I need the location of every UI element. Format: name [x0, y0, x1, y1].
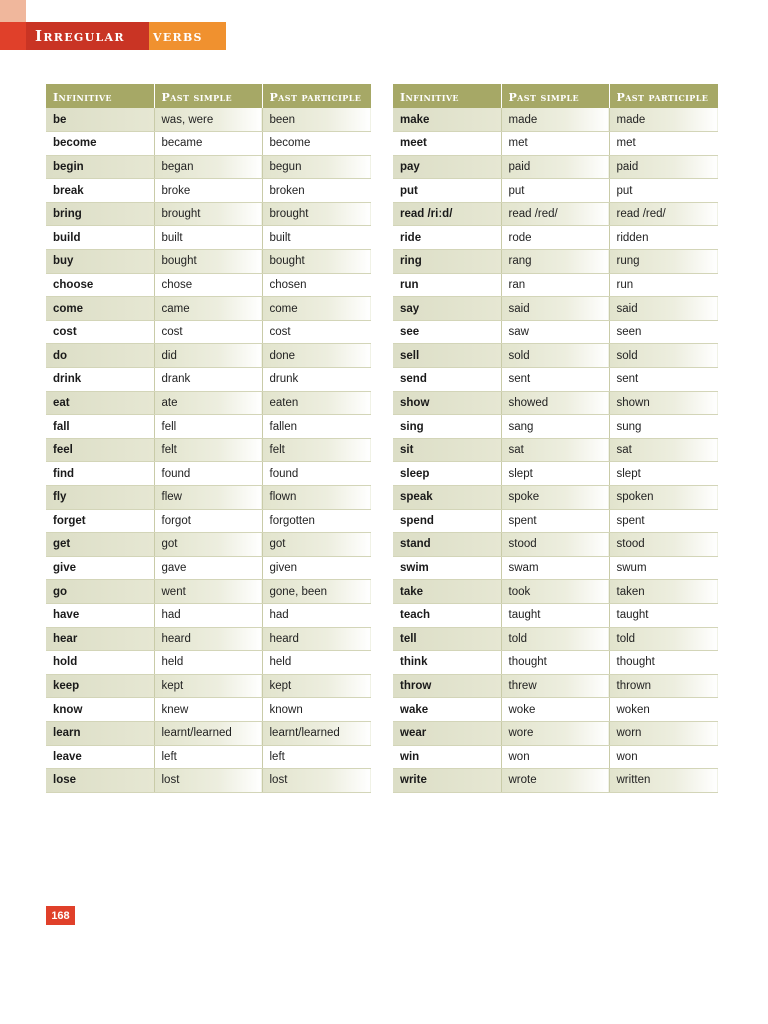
title-word-1: Irregular: [35, 27, 125, 45]
table-row: [393, 603, 718, 627]
cell-past-participle: put: [609, 179, 718, 203]
cell-past-simple: got: [154, 533, 262, 557]
table-row: [46, 721, 371, 745]
table-row: [46, 580, 371, 604]
cell-past-participle: forgotten: [262, 509, 371, 533]
cell-infinitive: feel: [46, 438, 154, 462]
cell-infinitive: teach: [393, 603, 501, 627]
cell-infinitive: put: [393, 179, 501, 203]
table-row: [393, 297, 718, 321]
table-row: [46, 509, 371, 533]
cell-past-participle: fallen: [262, 415, 371, 439]
cell-past-simple: drank: [154, 368, 262, 392]
cell-past-participle: said: [609, 297, 718, 321]
cell-past-simple: met: [501, 132, 609, 156]
table-row: [393, 155, 718, 179]
table-row: [46, 155, 371, 179]
cell-past-simple: had: [154, 603, 262, 627]
table-row: [46, 132, 371, 156]
cell-past-participle: been: [262, 108, 371, 132]
column-header-past-simple: Past simple: [154, 84, 262, 108]
cell-past-participle: flown: [262, 486, 371, 510]
cell-infinitive: have: [46, 603, 154, 627]
table-row: [393, 273, 718, 297]
cell-past-simple: slept: [501, 462, 609, 486]
table-row: [46, 368, 371, 392]
cell-past-simple: found: [154, 462, 262, 486]
cell-past-simple: sat: [501, 438, 609, 462]
cell-past-simple: ran: [501, 273, 609, 297]
cell-infinitive: tell: [393, 627, 501, 651]
cell-past-simple: rang: [501, 250, 609, 274]
cell-infinitive: make: [393, 108, 501, 132]
cell-infinitive: hear: [46, 627, 154, 651]
cell-past-simple: rode: [501, 226, 609, 250]
cell-past-simple: gave: [154, 556, 262, 580]
table-row: [393, 769, 718, 793]
table-row: [393, 556, 718, 580]
cell-past-simple: threw: [501, 674, 609, 698]
table-row: [46, 438, 371, 462]
cell-past-participle: sat: [609, 438, 718, 462]
cell-past-simple: showed: [501, 391, 609, 415]
cell-past-participle: drunk: [262, 368, 371, 392]
cell-infinitive: learn: [46, 721, 154, 745]
cell-infinitive: ride: [393, 226, 501, 250]
cell-past-simple: said: [501, 297, 609, 321]
cell-past-simple: brought: [154, 202, 262, 226]
cell-past-simple: taught: [501, 603, 609, 627]
cell-infinitive: think: [393, 651, 501, 675]
cell-past-participle: stood: [609, 533, 718, 557]
table-row: [393, 108, 718, 132]
table-row: [46, 745, 371, 769]
cell-infinitive: eat: [46, 391, 154, 415]
table-row: [393, 509, 718, 533]
cell-past-simple: ate: [154, 391, 262, 415]
page-title-banner: [26, 22, 226, 50]
table-row: [393, 202, 718, 226]
verbs-table-right: [393, 84, 718, 793]
table-row: [46, 698, 371, 722]
cell-past-simple: lost: [154, 769, 262, 793]
cell-past-participle: begun: [262, 155, 371, 179]
table-row: [46, 651, 371, 675]
cell-past-participle: broken: [262, 179, 371, 203]
cell-infinitive: sell: [393, 344, 501, 368]
table-row: [46, 320, 371, 344]
header-accent-light: [0, 0, 26, 22]
cell-past-simple: swam: [501, 556, 609, 580]
table-row: [46, 108, 371, 132]
title-part-red: [26, 22, 149, 50]
table-row: [46, 179, 371, 203]
cell-infinitive: run: [393, 273, 501, 297]
cell-infinitive: build: [46, 226, 154, 250]
cell-infinitive: throw: [393, 674, 501, 698]
cell-infinitive: forget: [46, 509, 154, 533]
cell-past-participle: ridden: [609, 226, 718, 250]
cell-infinitive: win: [393, 745, 501, 769]
cell-past-participle: spoken: [609, 486, 718, 510]
cell-past-participle: thought: [609, 651, 718, 675]
cell-past-simple: did: [154, 344, 262, 368]
cell-past-participle: told: [609, 627, 718, 651]
cell-infinitive: come: [46, 297, 154, 321]
cell-infinitive: wear: [393, 721, 501, 745]
table-row: [46, 415, 371, 439]
cell-past-participle: taken: [609, 580, 718, 604]
cell-infinitive: ring: [393, 250, 501, 274]
cell-past-simple: woke: [501, 698, 609, 722]
cell-infinitive: choose: [46, 273, 154, 297]
table-row: [393, 226, 718, 250]
cell-past-participle: lost: [262, 769, 371, 793]
cell-past-participle: woken: [609, 698, 718, 722]
table-row: [393, 179, 718, 203]
column-header-infinitive: Infinitive: [46, 84, 154, 108]
verbs-table-left: [46, 84, 371, 793]
cell-past-participle: sold: [609, 344, 718, 368]
cell-past-simple: was, were: [154, 108, 262, 132]
cell-infinitive: go: [46, 580, 154, 604]
cell-past-participle: gone, been: [262, 580, 371, 604]
table-row: [393, 415, 718, 439]
table-row: [393, 580, 718, 604]
table-row: [393, 250, 718, 274]
cell-infinitive: show: [393, 391, 501, 415]
cell-past-simple: put: [501, 179, 609, 203]
page-number: 168: [46, 906, 75, 925]
cell-past-participle: eaten: [262, 391, 371, 415]
cell-past-simple: won: [501, 745, 609, 769]
cell-infinitive: fly: [46, 486, 154, 510]
cell-past-participle: made: [609, 108, 718, 132]
cell-past-participle: learnt/learned: [262, 721, 371, 745]
column-header-past-simple: Past simple: [501, 84, 609, 108]
cell-past-participle: read /red/: [609, 202, 718, 226]
table-row: [46, 486, 371, 510]
cell-past-simple: bought: [154, 250, 262, 274]
cell-infinitive: be: [46, 108, 154, 132]
cell-past-simple: stood: [501, 533, 609, 557]
cell-past-participle: run: [609, 273, 718, 297]
cell-past-simple: fell: [154, 415, 262, 439]
table-row: [46, 603, 371, 627]
cell-past-participle: cost: [262, 320, 371, 344]
cell-infinitive: buy: [46, 250, 154, 274]
cell-past-simple: wrote: [501, 769, 609, 793]
cell-infinitive: know: [46, 698, 154, 722]
cell-past-participle: slept: [609, 462, 718, 486]
header-accent-red: [0, 22, 26, 50]
cell-past-simple: built: [154, 226, 262, 250]
cell-past-participle: written: [609, 769, 718, 793]
cell-infinitive: stand: [393, 533, 501, 557]
table-row: [393, 674, 718, 698]
cell-past-simple: read /red/: [501, 202, 609, 226]
cell-infinitive: begin: [46, 155, 154, 179]
cell-infinitive: become: [46, 132, 154, 156]
cell-past-simple: came: [154, 297, 262, 321]
table-row: [393, 698, 718, 722]
cell-infinitive: give: [46, 556, 154, 580]
cell-past-simple: thought: [501, 651, 609, 675]
table-row: [46, 769, 371, 793]
cell-past-participle: heard: [262, 627, 371, 651]
table-row: [393, 745, 718, 769]
cell-past-simple: saw: [501, 320, 609, 344]
cell-past-participle: paid: [609, 155, 718, 179]
cell-past-simple: told: [501, 627, 609, 651]
cell-infinitive: swim: [393, 556, 501, 580]
cell-infinitive: keep: [46, 674, 154, 698]
cell-past-simple: paid: [501, 155, 609, 179]
cell-past-participle: done: [262, 344, 371, 368]
cell-past-simple: broke: [154, 179, 262, 203]
cell-past-simple: sent: [501, 368, 609, 392]
title-word-2: verbs: [153, 27, 203, 45]
cell-past-participle: taught: [609, 603, 718, 627]
cell-past-participle: kept: [262, 674, 371, 698]
cell-past-participle: felt: [262, 438, 371, 462]
table-row: [393, 627, 718, 651]
cell-past-simple: sang: [501, 415, 609, 439]
cell-infinitive: break: [46, 179, 154, 203]
table-row: [46, 533, 371, 557]
cell-past-participle: had: [262, 603, 371, 627]
cell-infinitive: say: [393, 297, 501, 321]
table-row: [46, 297, 371, 321]
cell-past-simple: flew: [154, 486, 262, 510]
table-row: [393, 368, 718, 392]
table-row: [46, 273, 371, 297]
table-row: [393, 320, 718, 344]
cell-past-participle: left: [262, 745, 371, 769]
table-row: [393, 486, 718, 510]
cell-infinitive: see: [393, 320, 501, 344]
cell-past-simple: sold: [501, 344, 609, 368]
cell-past-simple: took: [501, 580, 609, 604]
table-row: [46, 226, 371, 250]
cell-past-simple: felt: [154, 438, 262, 462]
table-row: [393, 721, 718, 745]
cell-infinitive: meet: [393, 132, 501, 156]
table-header-row: [46, 84, 371, 108]
cell-infinitive: bring: [46, 202, 154, 226]
cell-past-participle: found: [262, 462, 371, 486]
table-row: [393, 391, 718, 415]
table-row: [46, 250, 371, 274]
cell-past-participle: worn: [609, 721, 718, 745]
column-header-past-participle: Past participle: [262, 84, 371, 108]
table-header-row: [393, 84, 718, 108]
column-header-past-participle: Past participle: [609, 84, 718, 108]
cell-infinitive: drink: [46, 368, 154, 392]
cell-past-simple: held: [154, 651, 262, 675]
cell-past-simple: became: [154, 132, 262, 156]
cell-past-simple: spent: [501, 509, 609, 533]
cell-infinitive: cost: [46, 320, 154, 344]
cell-past-participle: come: [262, 297, 371, 321]
cell-past-participle: held: [262, 651, 371, 675]
cell-past-participle: chosen: [262, 273, 371, 297]
table-row: [46, 674, 371, 698]
cell-past-participle: become: [262, 132, 371, 156]
table-row: [46, 391, 371, 415]
cell-past-participle: shown: [609, 391, 718, 415]
cell-infinitive: do: [46, 344, 154, 368]
cell-past-participle: won: [609, 745, 718, 769]
table-row: [46, 627, 371, 651]
cell-infinitive: speak: [393, 486, 501, 510]
cell-infinitive: leave: [46, 745, 154, 769]
table-row: [393, 438, 718, 462]
cell-past-simple: began: [154, 155, 262, 179]
cell-past-simple: chose: [154, 273, 262, 297]
cell-past-participle: sung: [609, 415, 718, 439]
cell-infinitive: lose: [46, 769, 154, 793]
cell-infinitive: wake: [393, 698, 501, 722]
cell-past-simple: forgot: [154, 509, 262, 533]
cell-infinitive: write: [393, 769, 501, 793]
table-row: [393, 533, 718, 557]
cell-past-participle: met: [609, 132, 718, 156]
table-row: [393, 462, 718, 486]
table-row: [46, 556, 371, 580]
table-row: [46, 344, 371, 368]
cell-infinitive: sing: [393, 415, 501, 439]
cell-past-simple: learnt/learned: [154, 721, 262, 745]
column-header-infinitive: Infinitive: [393, 84, 501, 108]
cell-infinitive: send: [393, 368, 501, 392]
cell-infinitive: spend: [393, 509, 501, 533]
cell-past-participle: swum: [609, 556, 718, 580]
cell-infinitive: take: [393, 580, 501, 604]
cell-infinitive: hold: [46, 651, 154, 675]
cell-past-simple: left: [154, 745, 262, 769]
cell-past-participle: got: [262, 533, 371, 557]
cell-infinitive: get: [46, 533, 154, 557]
cell-infinitive: sit: [393, 438, 501, 462]
table-row: [393, 344, 718, 368]
cell-past-participle: given: [262, 556, 371, 580]
cell-past-simple: kept: [154, 674, 262, 698]
cell-past-simple: knew: [154, 698, 262, 722]
cell-past-simple: made: [501, 108, 609, 132]
cell-past-simple: spoke: [501, 486, 609, 510]
cell-past-participle: bought: [262, 250, 371, 274]
cell-past-simple: wore: [501, 721, 609, 745]
cell-past-participle: built: [262, 226, 371, 250]
cell-past-participle: spent: [609, 509, 718, 533]
cell-past-participle: thrown: [609, 674, 718, 698]
cell-past-simple: went: [154, 580, 262, 604]
cell-infinitive: fall: [46, 415, 154, 439]
cell-past-simple: cost: [154, 320, 262, 344]
cell-past-participle: sent: [609, 368, 718, 392]
cell-past-simple: heard: [154, 627, 262, 651]
table-row: [46, 202, 371, 226]
title-part-orange: [149, 22, 226, 50]
cell-infinitive: find: [46, 462, 154, 486]
table-row: [393, 651, 718, 675]
cell-past-participle: brought: [262, 202, 371, 226]
cell-infinitive: read /riːd/: [393, 202, 501, 226]
cell-past-participle: rung: [609, 250, 718, 274]
table-row: [393, 132, 718, 156]
table-row: [46, 462, 371, 486]
cell-past-participle: known: [262, 698, 371, 722]
cell-past-participle: seen: [609, 320, 718, 344]
cell-infinitive: pay: [393, 155, 501, 179]
cell-infinitive: sleep: [393, 462, 501, 486]
